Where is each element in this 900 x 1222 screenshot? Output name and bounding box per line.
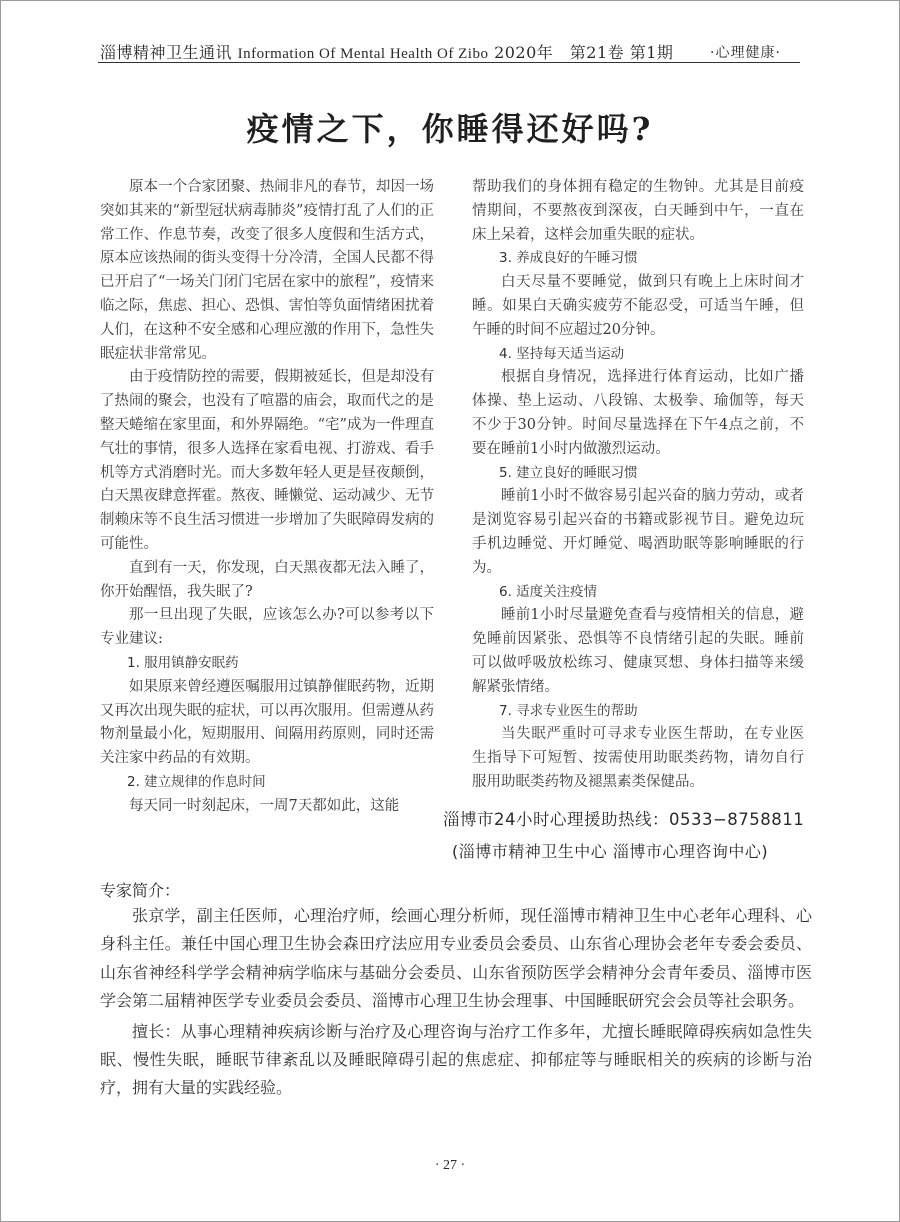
paragraph: 睡前1小时尽量避免查看与疫情相关的信息，避免睡前因紧张、恐惧等不良情绪引起的失眠。睡前可以做呼吸放松练习、健康冥想、身体扫描等来缓解紧张情绪。 — [472, 607, 804, 695]
paragraph: 白天尽量不要睡觉，做到只有晚上上床时间才睡。如果白天确实疲劳不能忍受，可适当午睡，但午睡的时间不应超过20分钟。 — [472, 274, 804, 338]
running-header — [100, 40, 673, 63]
left-column — [100, 176, 434, 819]
paragraph: 原本一个合家团聚、热闹非凡的春节，却因一场突如其来的“新型冠状病毒肺炎”疫情打乱了人们的正常工作、作息节奏，改变了很多人度假和生活方式，原本应该热闹的街头变得十分冷清，全国人民都不得已开启了“一场关门闭门宅居在家中的旅程”，疫情来临之际，焦虑、担心、恐惧、害怕等负面情绪困扰着人们，在这种不安全感和心理应激的作用下，急性失眠症状非常常见。 — [100, 179, 434, 362]
issue-info: 2020年 第21卷 第1期 — [494, 43, 674, 62]
paragraph: 直到有一天，你发现，白天黑夜都无法入睡了，你开始醒悟，我失眠了? — [100, 559, 434, 600]
journal-name-en: Information Of Mental Health Of Zibo — [237, 46, 489, 62]
expert-bio-label: 专家简介： — [100, 881, 181, 900]
hotline-organization: (淄博市精神卫生中心 淄博市心理咨询中心) — [452, 842, 769, 861]
page-number: · 27 · — [434, 1158, 466, 1173]
section-heading: 7. 寻求专业医生的帮助 — [499, 702, 638, 719]
section-heading: 5. 建立良好的睡眠习惯 — [499, 464, 638, 481]
header-rule — [98, 62, 800, 63]
paragraph-continued: 帮助我们的身体拥有稳定的生物钟。尤其是目前疫情期间，不要熬夜到深夜，白天睡到中午，一直在床上呆着，这样会加重失眠的症状。 — [472, 179, 804, 243]
section-name: ·心理健康· — [710, 45, 781, 61]
paragraph: 如果原来曾经遵医嘱服用过镇静催眠药物，近期又再次出现失眠的症状，可以再次服用。但需遵从药物剂量最小化，短期服用、间隔用药原则，同时还需关注家中药品的有效期。 — [100, 678, 434, 767]
right-column — [472, 176, 804, 795]
paragraph: 根据自身情况，选择进行体育运动，比如广播体操、垫上运动、八段锦、太极拳、瑜伽等，每天不少于30分钟。时间尽量选择在下午4点之前，不要在睡前1小时内做激烈运动。 — [472, 369, 804, 457]
bio-paragraph: 擅长：从事心理精神疾病诊断与治疗及心理咨询与治疗工作多年，尤擅长睡眠障碍疾病如急性失眠、慢性失眠，睡眠节律紊乱以及睡眠障碍引起的焦虑症、抑郁症等与睡眠相关的疾病的诊断与治疗，拥有大量的实践经验。 — [100, 1021, 812, 1098]
journal-name-cn: 淄博精神卫生通讯 — [100, 43, 233, 62]
section-heading: 2. 建立规律的作息时间 — [127, 773, 266, 790]
section-heading: 3. 养成良好的午睡习惯 — [499, 250, 638, 267]
article-title: 疫情之下，你睡得还好吗? — [246, 110, 654, 148]
section-heading: 4. 坚持每天适当运动 — [499, 345, 625, 362]
paragraph: 当失眠严重时可寻求专业医生帮助，在专业医生指导下可短暂、按需使用助眠类药物，请勿自行服用助眠类药物及褪黑素类保健品。 — [472, 726, 804, 790]
section-heading: 1. 服用镇静安眠药 — [127, 654, 239, 671]
paragraph: 由于疫情防控的需要，假期被延长，但是却没有了热闹的聚会，也没有了喧嚣的庙会，取而代之的是整天蜷缩在家里面，和外界隔绝。“宅”成为一件理直气壮的事情，很多人选择在家看电视、打游戏、看手机等方式消磨时光。而大多数年轻人更是昼夜颠倒，白天黑夜肆意挥霍。熬夜、睡懒觉、运动减少、无节制赖床等不良生活习惯进一步增加了失眠障碍发病的可能性。 — [100, 369, 434, 552]
paragraph: 睡前1小时不做容易引起兴奋的脑力劳动，或者是浏览容易引起兴奋的书籍或影视节目。避免边玩手机边睡觉、开灯睡觉、喝酒助眠等影响睡眠的行为。 — [472, 488, 804, 576]
bio-paragraph: 张京学，副主任医师，心理治疗师，绘画心理分析师，现任淄博市精神卫生中心老年心理科、心身科主任。兼任中国心理卫生协会森田疗法应用专业委员会委员、山东省心理协会老年专委会委员、山东省神经科学学会精神病学临床与基础分会委员、山东省预防医学会精神分会青年委员、淄博市医学会第二届精神医学专业委员会委员、淄博市心理卫生协会理事、中国睡眠研究会会员等社会职务。 — [100, 906, 812, 1011]
hotline-text: 淄博市24小时心理援助热线：0533−8758811 — [443, 810, 805, 829]
paragraph: 每天同一时刻起床，一周7天都如此，这能 — [129, 797, 400, 814]
paragraph: 那一旦出现了失眠，应该怎么办?可以参考以下专业建议: — [100, 607, 434, 648]
section-heading: 6. 适度关注疫情 — [499, 583, 598, 600]
expert-bio — [100, 902, 812, 1103]
